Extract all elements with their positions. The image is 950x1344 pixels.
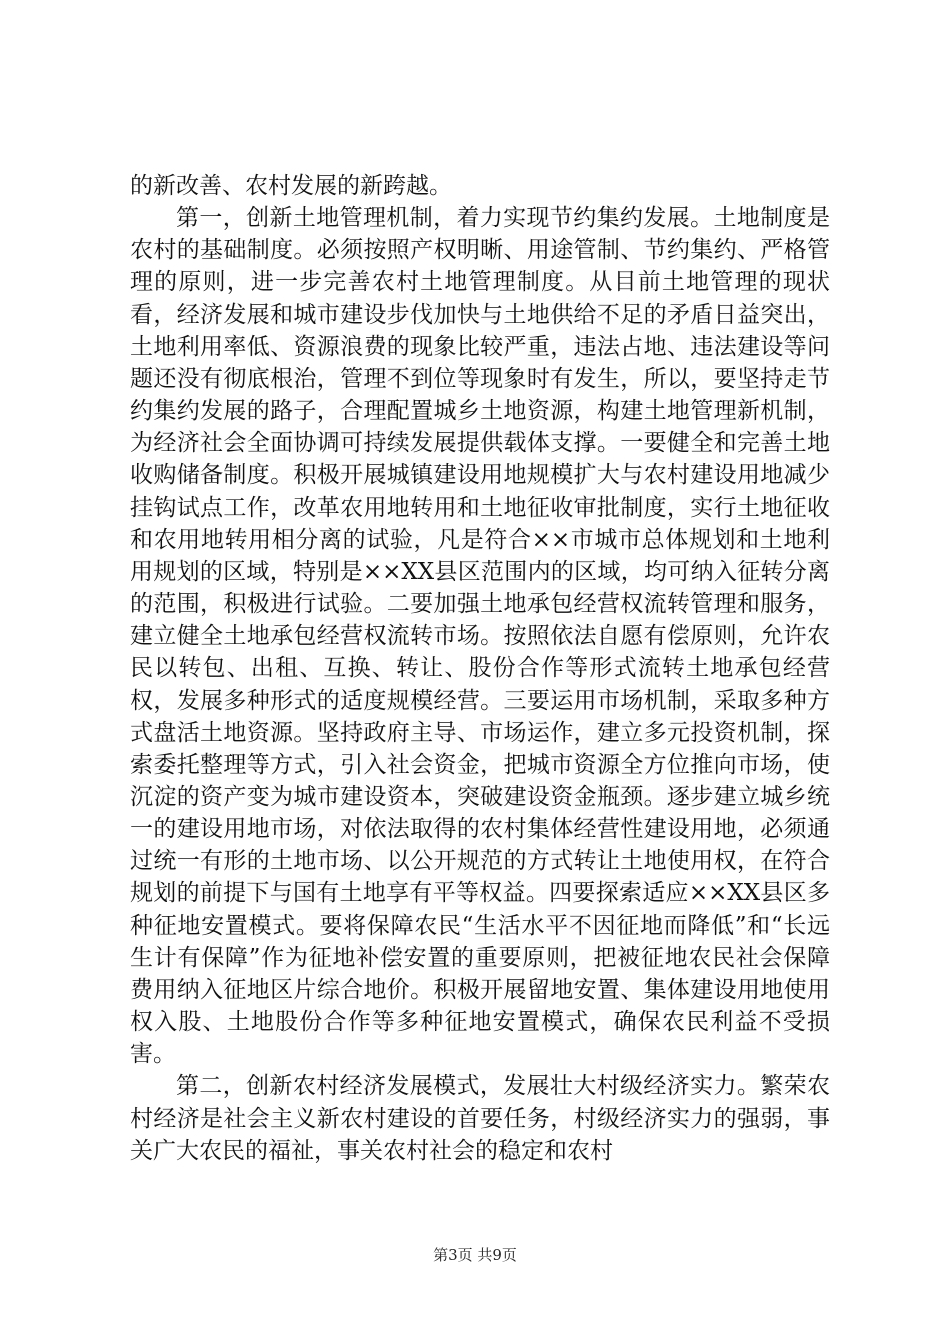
paragraph-continuation: 的新改善、农村发展的新跨越。 (130, 173, 452, 199)
body-text (130, 170, 830, 1167)
paragraph-rural-economy: 第二，创新农村经济发展模式，发展壮大村级经济实力。繁荣农村经济是社会主义新农村建设的首要任务，村级经济实力的强弱，事关广大农民的福祉，事关农村社会的稳定和农村 (130, 1073, 830, 1164)
paragraph-land-management: 第一，创新土地管理机制，着力实现节约集约发展。土地制度是农村的基础制度。必须按照产权明晰、用途管制、节约集约、严格管理的原则，进一步完善农村土地管理制度。从目前土地管理的现状看，经济发展和城市建设步伐加快与土地供给不足的矛盾日益突出，土地利用率低、资源浪费的现象比较严重，违法占地、违法建设等问题还没有彻底根治，管理不到位等现象时有发生，所以，要坚持走节约集约发展的路子，合理配置城乡土地资源，构建土地管理新机制，为经济社会全面协调可持续发展提供载体支撑。一要健全和完善土地收购储备制度。积极开展城镇建设用地规模扩大与农村建设用地减少挂钩试点工作，改革农用地转用和土地征收审批制度，实行土地征收和农用地转用相分离的试验，凡是符合××市城市总体规划和土地利用规划的区域，特别是××XX县区范围内的区域，均可纳入征转分离的范围，积极进行试验。二要加强土地承包经营权流转管理和服务，建立健全土地承包经营权流转市场。按照依法自愿有偿原则，允许农民以转包、出租、互换、转让、股份合作等形式流转土地承包经营权，发展多种形式的适度规模经营。三要运用市场机制，采取多种方式盘活土地资源。坚持政府主导、市场运作，建立多元投资机制，探索委托整理等方式，引入社会资金，把城市资源全方位推向市场，使沉淀的资产变为城市建设资本，突破建设资金瓶颈。逐步建立城乡统一的建设用地市场，对依法取得的农村集体经营性建设用地，必须通过统一有形的土地市场、以公开规范的方式转让土地使用权，在符合规划的前提下与国有土地享有平等权益。四要探索适应××XX县区多种征地安置模式。要将保障农民“生活水平不因征地而降低”和“长远生计有保障”作为征地补偿安置的重要原则，把被征地农民社会保障费用纳入征地区片综合地价。积极开展留地安置、集体建设用地使用权入股、土地股份合作等多种征地安置模式，确保农民利益不受损害。 (130, 205, 830, 1068)
page-footer: 第3页 共9页 (433, 1246, 517, 1264)
